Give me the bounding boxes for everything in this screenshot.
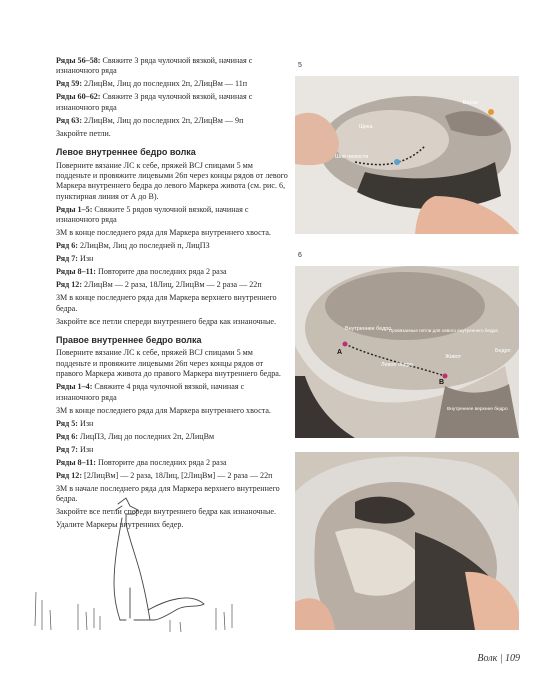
row-label: Ряды 1–5: (56, 204, 93, 214)
rows-block-1 (56, 56, 288, 139)
row-label: Ряды 8–11: (56, 457, 96, 467)
row-text: Изн (77, 418, 94, 428)
instruction-row (56, 79, 288, 89)
row-text: Удалите Маркеры внутренних бедер. (56, 520, 184, 530)
row-text: ЛицПЗ, Лиц до последних 2п, 2ЛицВм (77, 431, 215, 441)
fig6-label-dashed: Провязанные петли для левого внутреннего бедра (389, 328, 498, 333)
fig6-label-left-thigh: Левое бедро (381, 362, 413, 368)
row-text: ЗМ в конце последнего ряда для Маркера внутреннего хвоста. (56, 405, 271, 415)
instruction-row (56, 254, 288, 264)
instruction-row (56, 241, 288, 251)
row-label: Ряды 1–4: (56, 382, 93, 392)
figure-6-photo (295, 266, 519, 438)
row-text: ЗМ в конце последнего ряда для Маркера верхнего внутреннего бедра. (56, 293, 277, 313)
row-label: Ряд 12: (56, 280, 83, 290)
instruction-row (56, 205, 288, 226)
row-text: Свяжите 4 ряда чулочной вязкой, начиная с изнаночного ряда (56, 382, 245, 402)
fig6-label-tail: Бедро (495, 348, 511, 354)
row-text: 2ЛицВм, Лиц до последних 2п, 2ЛицВм — 9п (82, 115, 244, 125)
figure-5-number: 5 (298, 62, 302, 69)
page-footer: Волк | 109 (477, 653, 520, 664)
row-text: [2ЛицВм] — 2 раза, 18Лиц, [2ЛицВм] — 2 раза — 22п (82, 470, 273, 480)
right-thigh-heading: Правое внутреннее бедро волка (56, 335, 202, 346)
instruction-row (56, 293, 288, 314)
fig5-label-mouth: Шов челюсти (335, 154, 369, 160)
row-text: Повторите два последних ряда 2 раза (96, 267, 227, 277)
right-thigh-intro: Поверните вязание ЛС к себе, пряжей BCJ спицами 5 мм подденьте и провяжите лицевыми 26п через концы рядов от правого Маркера живота до правого Маркера внутреннего бедра. (56, 348, 281, 379)
instructions-column (56, 56, 288, 533)
instruction-row (56, 280, 288, 290)
row-label: Ряд 5: (56, 418, 78, 428)
row-text: Закройте все петли спереди внутреннего бедра как изнаночные. (56, 316, 277, 326)
row-text: Повторите два последних ряда 2 раза (96, 457, 227, 467)
left-thigh-rows (56, 205, 288, 327)
left-thigh-heading: Левое внутреннее бедро волка (56, 147, 196, 158)
figure-7-photo (295, 452, 519, 630)
fig6-point-a: A (337, 349, 343, 356)
instruction-row (56, 267, 288, 277)
row-text: Свяжите 3 ряда чулочной вязкой, начиная с изнаночного ряда (56, 56, 253, 76)
figure-6-number: 6 (298, 252, 302, 259)
instruction-row (56, 129, 288, 139)
row-text: ЗМ в конце последнего ряда для Маркера внутреннего хвоста. (56, 228, 271, 238)
row-label: Ряд 63: (56, 115, 83, 125)
wolf-sketch-illustration (30, 492, 240, 642)
row-text: 2ЛицВм, Лиц до последней п, ЛицПЗ (77, 241, 210, 251)
row-text: Свяжите 5 рядов чулочной вязкой, начиная с изнаночного ряда (56, 204, 249, 225)
instruction-row (56, 445, 288, 455)
instruction-row (56, 458, 288, 468)
instruction-row (56, 432, 288, 442)
fig6-point-b: B (439, 379, 445, 386)
row-label: Ряд 6: (56, 241, 78, 251)
row-label: Ряд 59: (56, 79, 83, 89)
row-label: Ряд 12: (56, 470, 83, 480)
row-label: Ряды 60–62: (56, 92, 101, 102)
instruction-row (56, 406, 288, 416)
row-text: 2ЛицВм, Лиц до последних 2п, 2ЛицВм — 11п (82, 79, 248, 89)
fig5-label-ear: Висок (463, 100, 478, 106)
instruction-row (56, 419, 288, 429)
fig6-label-upper: Внутреннее верхнее бедро (447, 407, 508, 412)
instruction-row (56, 56, 288, 77)
instruction-row (56, 92, 288, 113)
left-thigh-intro: Поверните вязание ЛС к себе, пряжей BCJ спицами 5 мм подденьте и провяжите лицевыми 26п через концы рядов от левого Маркера внутреннего бедра до левого Маркера живота (см. рис. 6, пунктирная линия от А до В). (56, 160, 288, 201)
instruction-row (56, 471, 288, 481)
fig5-label-cheek: Щека (359, 124, 373, 130)
row-label: Ряд 6: (56, 431, 78, 441)
row-text: Свяжите 3 ряда чулочной вязкой, начиная с изнаночного ряда (56, 92, 253, 112)
instruction-row (56, 228, 288, 238)
row-text: Изн (77, 444, 94, 454)
figure-5-photo (295, 76, 519, 234)
row-text: Изн (77, 254, 94, 264)
fig6-label-belly: Живот (445, 354, 462, 360)
row-text: Закройте все петли спереди внутреннего бедра как изнаночные. (56, 507, 277, 517)
row-label: Ряды 56–58: (56, 56, 101, 65)
fig6-label-inner-thigh: Внутреннее бедро (345, 326, 392, 332)
row-text: 2ЛицВм — 2 раза, 18Лиц, 2ЛицВм — 2 раза — 22п (82, 280, 262, 290)
row-label: Ряд 7: (56, 254, 78, 264)
instruction-row (56, 382, 288, 403)
row-text: Закройте петли. (56, 128, 111, 138)
row-text: ЗМ в начале последнего ряда для Маркера верхнего внутреннего бедра. (56, 483, 280, 504)
instruction-row (56, 317, 288, 327)
row-label: Ряды 8–11: (56, 267, 96, 277)
row-label: Ряд 7: (56, 444, 78, 454)
instruction-row (56, 116, 288, 126)
